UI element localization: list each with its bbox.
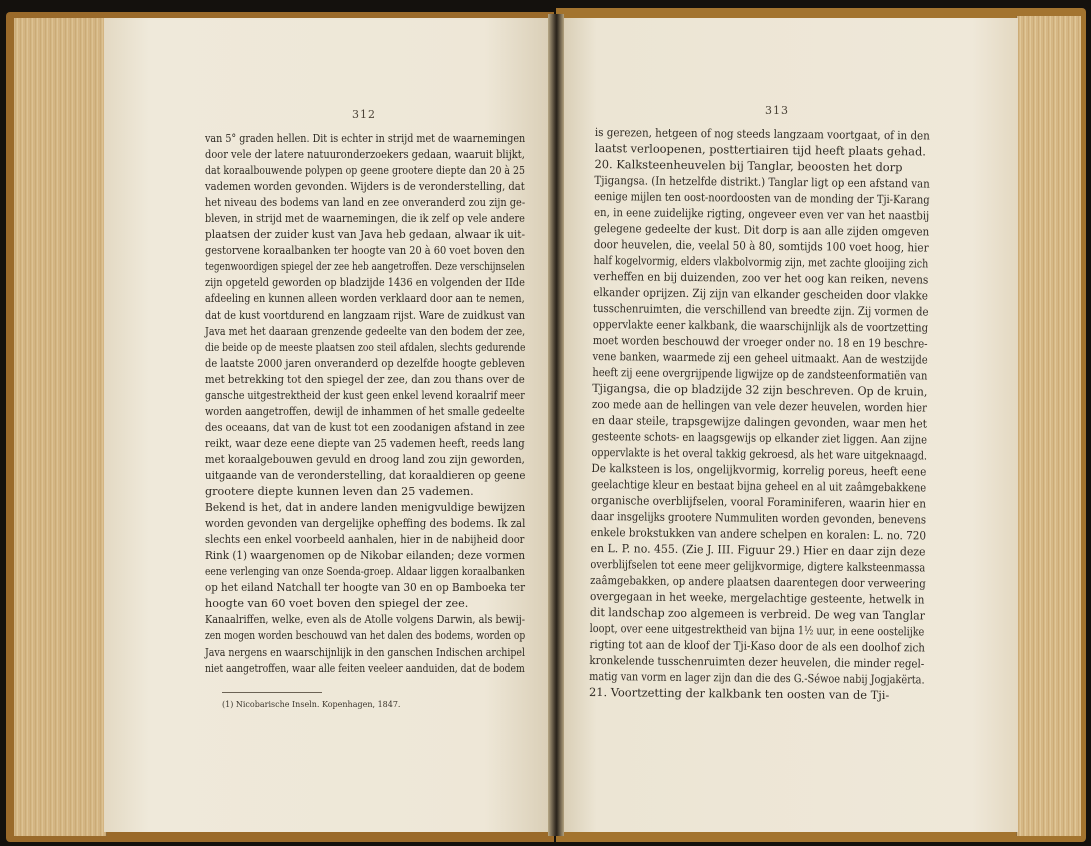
left-page-text-line: zen mogen worden beschouwd van het dalen des bodems, worden op bbox=[205, 629, 526, 643]
right-page-text-line: enkele brokstukken van andere schelpen en koralen: L. no. 720 bbox=[590, 524, 927, 543]
book-gutter bbox=[548, 14, 564, 836]
right-page-text-line: heeft zij eene overgrijpende ligwijze op de zandsteenformatiën van bbox=[592, 364, 928, 383]
right-page-text-line: Tjigangsa, die op bladzijde 32 zijn beschreven. Op de kruin, bbox=[592, 380, 928, 399]
left-page-text-line: grootere diepte kunnen leven dan 25 vademen. bbox=[205, 485, 474, 499]
left-page-text-line: plaatsen der zuider kust van Java heb gedaan, alwaar ik uit- bbox=[205, 228, 526, 242]
left-page-text-line: eene verlenging van onze Soenda-groep. Aldaar liggen koraalbanken bbox=[205, 565, 525, 579]
left-page-text-line: dat koraalbouwende polypen op geene grootere diepte dan 20 à 25 bbox=[205, 164, 525, 178]
right-page-text-line: gesteente schots- en laagsgewijs op elkander ziet liggen. Aan zijne bbox=[591, 428, 928, 447]
footnote: (1) Nicobarische Inseln. Kopenhagen, 1847. bbox=[222, 700, 401, 709]
left-page-text-line: bleven, in strijd met de waarnemingen, die ik zelf op vele andere bbox=[205, 212, 525, 226]
footnote-rule bbox=[222, 692, 322, 693]
left-page-text-line: niet aangetroffen, waar alle feiten veeleer aanduiden, dat de bodem bbox=[205, 661, 525, 675]
left-page-text-line: gansche uitgestrektheid der kust geen enkel levend koraalrif meer bbox=[205, 388, 525, 402]
right-page-text-line: zaâmgebakken, op andere plaatsen daarentegen door verweering bbox=[590, 572, 926, 591]
left-page-text-line: de laatste 2000 jaren onveranderd op dezelfde hoogte gebleven bbox=[205, 356, 525, 370]
right-page-text-line: zoo mede aan de hellingen van vele dezer heuvelen, worden hier bbox=[591, 396, 928, 415]
left-page-text-line: reikt, waar deze eene diepte van 25 vademen heeft, reeds lang bbox=[205, 436, 525, 450]
left-page-text-line: gestorvene koraalbanken ter hoogte van 20 à 60 voet boven den bbox=[205, 244, 525, 258]
right-page-text-line: daar insgelijks grootere Nummuliten worden gevonden, benevens bbox=[590, 508, 927, 527]
right-page-text bbox=[589, 124, 930, 703]
right-page-text-line: vene banken, waarmede zij een geheel uitmaakt. Aan de westzijde bbox=[592, 348, 928, 367]
left-page-text-line: dat de kust voortdurend en langzaam rijst. Ware de zuidkust van bbox=[205, 308, 526, 322]
left-page-text-line: die beide op de meeste plaatsen zoo steil afdalen, slechts gedurende bbox=[205, 340, 526, 354]
right-page-number: 313 bbox=[765, 104, 789, 117]
right-page-text-line: oppervlakte is het overal takkig gekroesd, als het ware uitgeknaagd. bbox=[591, 444, 928, 463]
right-page-text-line: rigting tot aan de kloof der Tji-Kaso door de als een doolhof zich bbox=[589, 636, 925, 655]
left-page-text-line: tegenwoordigen spiegel der zee heb aangetroffen. Deze verschijnselen bbox=[205, 260, 525, 274]
right-page-text-line: dit landschap zoo algemeen is verbreid. De weg van Tanglar bbox=[589, 604, 925, 623]
right-page-text-line: loopt, over eene uitgestrektheid van bijna 1½ uur, in eene oostelijke bbox=[589, 620, 925, 639]
right-page-text-line: laatst verloopenen, posttertiairen tijd heeft plaats gehad. bbox=[594, 140, 926, 159]
left-page-edges bbox=[14, 18, 107, 836]
left-page-text-line: het niveau des bodems van land en zee onveranderd zou zijn ge- bbox=[205, 196, 526, 210]
left-page-number: 312 bbox=[352, 108, 376, 121]
right-page-text-line: verheffen en bij duizenden, zoo ver het oog kan reiken, nevens bbox=[593, 268, 929, 287]
right-page-edges bbox=[1016, 16, 1081, 836]
left-page-text-line: afdeeling en kunnen alleen worden verklaard door aan te nemen, bbox=[205, 292, 525, 306]
right-page-text-line: 21. Voortzetting der kalkbank ten oosten van de Tji- bbox=[588, 684, 890, 703]
right-page-text-line: overgegaan in het weeke, mergelachtige gesteente, hetwelk in bbox=[589, 588, 925, 607]
left-page-text-line: Kanaalriffen, welke, even als de Atolle volgens Darwin, als bewij- bbox=[205, 613, 526, 627]
right-page-text-line: matig van vorm en lager zijn dan die des G.-Séwoe nabij Jogjakërta. bbox=[589, 668, 925, 687]
left-page-text-line: van 5° graden hellen. Dit is echter in strijd met de waarnemingen bbox=[205, 132, 526, 145]
left-page-text-line: op het eiland Natchall ter hoogte van 30 en op Bamboeka ter bbox=[205, 581, 526, 595]
right-page-text-line: half kogelvormig, elders vlakbolvormig zijn, met zachte glooijing zich bbox=[593, 252, 929, 271]
right-page-text-line: oppervlakte eener kalkbank, die waarschijnlijk als de voortzetting bbox=[592, 316, 929, 335]
right-page-text-line: elkander oprijzen. Zij zijn van elkander gescheiden door vlakke bbox=[593, 284, 928, 303]
left-page-text-line: Java nergens en waarschijnlijk in den ganschen Indischen archipel bbox=[205, 645, 525, 659]
left-page-text-line: worden aangetroffen, dewijl de inhammen of het smalle gedeelte bbox=[205, 404, 525, 418]
right-page-text-line: organische overblijfselen, vooral Foraminiferen, waarin hier en bbox=[590, 492, 927, 511]
right-page-text-line: overblijfselen tot eene meer gelijkvormige, digtere kalksteenmassa bbox=[590, 556, 926, 575]
right-page-text-line: eenige mijlen ten oost-noordoosten van de monding der Tji-Karang bbox=[594, 188, 930, 207]
left-page-text-line: met betrekking tot den spiegel der zee, dan zou thans over de bbox=[205, 372, 525, 386]
right-page-text-line: en L. P. no. 455. (Zie J. III. Figuur 29.) Hier en daar zijn deze bbox=[590, 540, 926, 559]
right-page-text-line: en, in eene zuidelijke rigting, ongeveer even ver van het naastbij bbox=[594, 204, 930, 223]
right-page-text-line: De kalksteen is los, ongelijkvormig, korrelig poreus, heeft eene bbox=[591, 460, 927, 479]
left-page-text-line: vademen worden gevonden. Wijders is de veronderstelling, dat bbox=[205, 180, 525, 194]
left-page-text-line: slechts een enkel voorbeeld aanhalen, hier in de nabijheid door bbox=[205, 533, 525, 547]
right-page-text-line: kronkelende tusschenruimten dezer heuvelen, die minder regel- bbox=[589, 652, 925, 671]
left-page-text-line: uitgaande van de veronderstelling, dat koraaldieren op geene bbox=[205, 468, 526, 482]
right-page-text-line: gelegene gedeelte der kust. Dit dorp is aan alle zijden omgeven bbox=[593, 220, 930, 239]
right-page-text-line: moet worden beschouwd der vroeger onder no. 18 en 19 beschre- bbox=[592, 332, 928, 351]
left-page-text-line: worden gevonden van dergelijke opheffing des bodems. Ik zal bbox=[205, 517, 526, 531]
right-page-text-line: door heuvelen, die, veelal 50 à 80, somtijds 100 voet hoog, hier bbox=[593, 236, 929, 255]
left-page-text-line: Java met het daaraan grenzende gedeelte van den bodem der zee, bbox=[205, 324, 526, 338]
left-page-text-line: Bekend is het, dat in andere landen menigvuldige bewijzen bbox=[205, 501, 526, 515]
right-page-text-line: tusschenruimten, die verschillend van breedte zijn. Zij vormen de bbox=[592, 300, 929, 319]
left-page-text bbox=[205, 131, 525, 677]
left-page-text-line: Rink (1) waargenomen op de Nikobar eilanden; deze vormen bbox=[205, 549, 526, 563]
left-page-text-line: zijn opgeteld geworden op bladzijde 1436 en volgenden der IIde bbox=[205, 276, 525, 290]
right-page-text-line: is gerezen, hetgeen of nog steeds langzaam voortgaat, of in den bbox=[594, 124, 930, 143]
right-page-text-line: geelachtige kleur en bestaat bijna geheel en al uit zaâmgebakkene bbox=[591, 476, 927, 495]
left-page-text-line: des oceaans, dat van de kust tot een zoodanigen afstand in zee bbox=[205, 420, 525, 434]
right-page-text-line: en daar steile, trapsgewijze dalingen gevonden, waar men het bbox=[591, 412, 927, 431]
right-page-text-line: 20. Kalksteenheuvelen bij Tanglar, beoosten het dorp bbox=[594, 156, 903, 175]
left-page-text-line: door vele der latere natuuronderzoekers gedaan, waaruit blijkt, bbox=[205, 148, 525, 162]
right-page-text-line: Tjigangsa. (In hetzelfde distrikt.) Tanglar ligt op een afstand van bbox=[594, 172, 930, 191]
left-page-text-line: met koraalgebouwen gevuld en droog land zou zijn geworden, bbox=[205, 452, 525, 466]
left-page-text-line: hoogte van 60 voet boven den spiegel der zee. bbox=[205, 597, 469, 611]
